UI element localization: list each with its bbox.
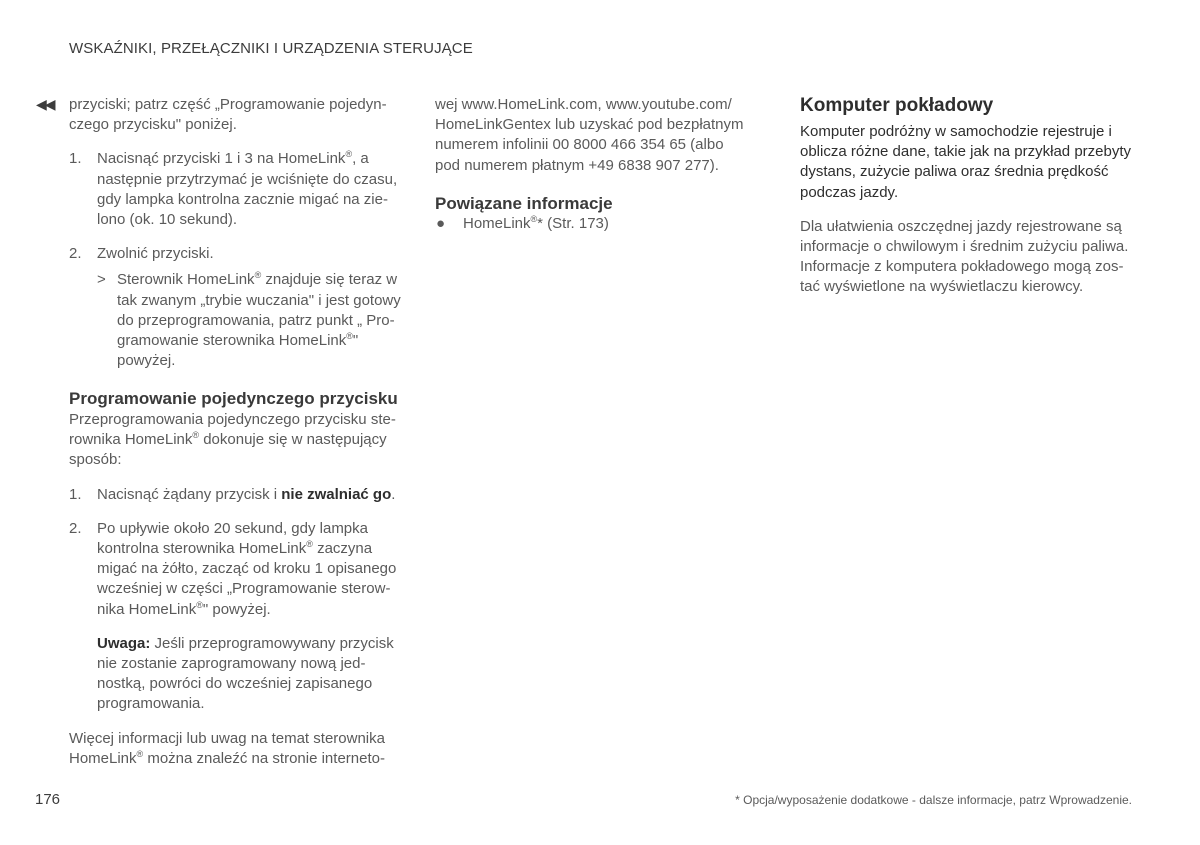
step-text-cont: , a następnie przytrzymać je wciśnięte do czasu, gdy lampka kontrolna zacznie migać na zielono (ok. 10 sekund).: [97, 150, 398, 229]
step-text: Zwolnić przyciski.: [97, 245, 214, 263]
website-paragraph: wej www.HomeLink.com, www.youtube.com/ HomeLinkGentex lub uzyskać pod bezpłatnym numerem infolinii 00 8000 466 354 65 (albo pod numerem płatnym +49 6838 907 277).: [435, 96, 744, 174]
more-info-text: Więcej informacji lub uwag na temat sterownika HomeLink: [69, 729, 385, 767]
registered-mark: ®: [136, 748, 144, 759]
note-paragraph: [69, 634, 401, 715]
trip-computer-heading: Komputer pokładowy: [800, 95, 994, 116]
result-text: Sterownik HomeLink: [117, 271, 255, 289]
column-middle: [435, 95, 745, 235]
step-text-end: " powyżej.: [202, 600, 271, 618]
registered-mark: ®: [254, 270, 262, 281]
more-info-text-cont: można znaleźć na stronie interneto-: [143, 749, 385, 767]
result-text-cont: znajduje się teraz w tak zwanym „trybie wuczania" i jest gotowy do przeprogramowania, patrz punkt „ Programowanie sterownika HomeLink: [117, 271, 401, 350]
step-1: [69, 149, 401, 230]
step-text-end: .: [391, 485, 396, 503]
step-text: Nacisnąć żądany przycisk i: [97, 485, 282, 503]
registered-mark: ®: [345, 149, 353, 160]
bullet-icon: ●: [436, 215, 446, 233]
note-text: Jeśli przeprogramowywany przycisk nie zostanie zaprogramowany nową jednostką, powróci do wcześniej zapisanego programowania.: [97, 634, 394, 713]
step-number: 2.: [69, 519, 82, 537]
paragraph-text: Przeprogramowania pojedynczego przycisku sterownika HomeLink: [69, 410, 396, 449]
step-bold-text: nie zwalniać go: [281, 485, 392, 503]
step-text: Po upływie około 20 sekund, gdy lampka kontrolna sterownika HomeLink: [97, 519, 368, 557]
footnote: * Opcja/wyposażenie dodatkowe - dalsze informacje, patrz Wprowadzenie.: [735, 793, 1132, 807]
registered-mark: ®: [346, 331, 353, 342]
more-info-paragraph: [69, 729, 401, 769]
related-link-item[interactable]: [435, 214, 745, 234]
single-step-1: [69, 485, 401, 505]
step-result: [69, 270, 401, 371]
step-number: 1.: [69, 150, 82, 168]
column-left: [69, 95, 401, 769]
continuation-marker-icon: ◀◀: [36, 96, 54, 112]
step-number: 1.: [69, 485, 82, 503]
lead-paragraph: Komputer podróżny w samochodzie rejestruje i oblicza różne dane, takie jak na przykład przebyty dystans, zużycie paliwa oraz średnia prędkość podczas jazdy.: [800, 123, 1132, 201]
body-paragraph: Dla ułatwienia oszczędnej jazdy rejestrowane są informacje o chwilowym i średnim zużyciu paliwa. Informacje z komputera pokładowego mogą zostać wyświetlone na wyświetlaczu kierowcy.: [800, 217, 1129, 296]
single-step-2: [69, 519, 401, 620]
paragraph-text-cont: dokonuje się w następujący sposób:: [69, 431, 387, 469]
registered-mark: ®: [196, 599, 203, 610]
step-text-cont: zaczyna migać na żółto, zacząć od kroku 1 opisanego wcześniej w części „Programowanie sterownika HomeLink: [97, 539, 397, 618]
related-link-page[interactable]: * (Str. 173): [537, 215, 609, 233]
note-label: Uwaga:: [97, 634, 151, 652]
running-header: WSKAŹNIKI, PRZEŁĄCZNIKI I URZĄDZENIA STERUJĄCE: [69, 40, 473, 57]
registered-mark: ®: [530, 214, 538, 225]
registered-mark: ®: [192, 430, 200, 441]
page-number: 176: [35, 791, 61, 808]
result-arrow-icon: >: [97, 271, 106, 289]
result-text-end: " powyżej.: [117, 332, 359, 370]
related-link-text[interactable]: HomeLink: [463, 215, 531, 233]
step-text: Nacisnąć przyciski 1 i 3 na HomeLink: [97, 150, 346, 168]
section-heading-single-button: Programowanie pojedynczego przycisku: [69, 389, 398, 409]
step-2: [69, 244, 401, 264]
column-right: [800, 95, 1132, 298]
registered-mark: ®: [306, 538, 313, 549]
section-paragraph: [69, 410, 401, 471]
intro-text: przyciski; patrz część „Programowanie pojedynczego przycisku" poniżej.: [69, 96, 387, 134]
related-info-heading: Powiązane informacje: [435, 193, 613, 213]
step-number: 2.: [69, 245, 82, 263]
